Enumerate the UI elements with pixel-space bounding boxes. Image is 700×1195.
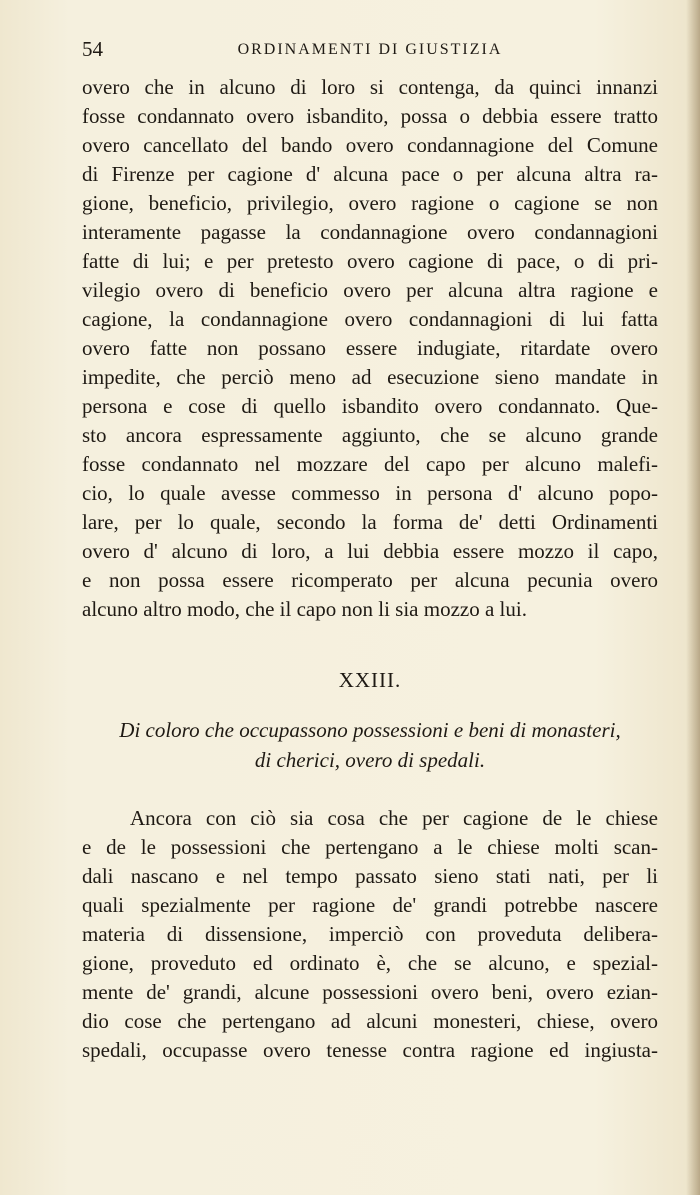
text-line: dio cose che pertengano ad alcuni monesteri, chiese, overo bbox=[82, 1009, 658, 1033]
text-line: gione, proveduto ed ordinato è, che se alcuno, e spezial- bbox=[82, 951, 658, 975]
text-line: lare, per lo quale, secondo la forma de' detti Ordinamenti bbox=[82, 510, 658, 534]
text-line: di Firenze per cagione d' alcuna pace o per alcuna altra ra- bbox=[82, 162, 658, 186]
section-title-line: di cherici, overo di spedali. bbox=[254, 748, 486, 772]
text-line: gione, beneficio, privilegio, overo ragione o cagione se non bbox=[82, 191, 658, 215]
section-title bbox=[82, 715, 658, 775]
text-line: impedite, che perciò meno ad esecuzione sieno mandate in bbox=[82, 365, 658, 389]
text-line: overo che in alcuno di loro si contenga, da quinci innanzi bbox=[82, 75, 658, 99]
page-number: 54 bbox=[82, 37, 103, 61]
text-line: spedali, occupasse overo tenesse contra ragione ed ingiusta- bbox=[82, 1038, 658, 1062]
text-line: e non possa essere ricomperato per alcuna pecunia overo bbox=[82, 568, 658, 592]
text-line: overo fatte non possano essere indugiate, ritardate overo bbox=[82, 336, 658, 360]
text-line: dali nascano e nel tempo passato sieno stati nati, per li bbox=[82, 864, 658, 888]
text-line: e de le possessioni che pertengano a le chiese molti scan- bbox=[82, 835, 658, 859]
paragraph-1 bbox=[82, 73, 658, 624]
running-head: ORDINAMENTI DI GIUSTIZIA bbox=[237, 41, 503, 58]
text-line: persona e cose di quello isbandito overo condannato. Que- bbox=[82, 394, 658, 418]
text-line: cio, lo quale avesse commesso in persona d' alcuno popo- bbox=[82, 481, 658, 505]
text-line: materia di dissensione, imperciò con proveduta delibera- bbox=[82, 922, 658, 946]
text-line: vilegio overo di beneficio overo per alcuna altra ragione e bbox=[82, 278, 658, 302]
page-edge-shadow bbox=[686, 0, 700, 1195]
text-line: overo d' alcuno di loro, a lui debbia essere mozzo il capo, bbox=[82, 539, 658, 563]
text-line: fosse condannato overo isbandito, possa o debbia essere tratto bbox=[82, 104, 658, 128]
section-title-line: Di coloro che occupassono possessioni e beni di monasteri, bbox=[119, 718, 621, 742]
text-line: fatte di lui; e per pretesto overo cagione di pace, o di pri- bbox=[82, 249, 658, 273]
text-line: sto ancora espressamente aggiunto, che se alcuno grande bbox=[82, 423, 658, 447]
paragraph-2 bbox=[82, 804, 658, 1065]
text-line: mente de' grandi, alcune possessioni overo beni, overo ezian- bbox=[82, 980, 658, 1004]
section-number: XXIII. bbox=[338, 668, 402, 692]
text-line: alcuno altro modo, che il capo non li sia mozzo a lui. bbox=[82, 597, 527, 621]
text-line: cagione, la condannagione overo condannagioni di lui fatta bbox=[82, 307, 658, 331]
page-header bbox=[82, 36, 658, 62]
text-line: fosse condannato nel mozzare del capo per alcuno malefi- bbox=[82, 452, 658, 476]
text-line: overo cancellato del bando overo condannagione del Comune bbox=[82, 133, 658, 157]
text-line: Ancora con ciò sia cosa che per cagione de le chiese bbox=[130, 806, 658, 830]
text-line: quali spezialmente per ragione de' grandi potrebbe nascere bbox=[82, 893, 658, 917]
text-line: interamente pagasse la condannagione overo condannagioni bbox=[82, 220, 658, 244]
